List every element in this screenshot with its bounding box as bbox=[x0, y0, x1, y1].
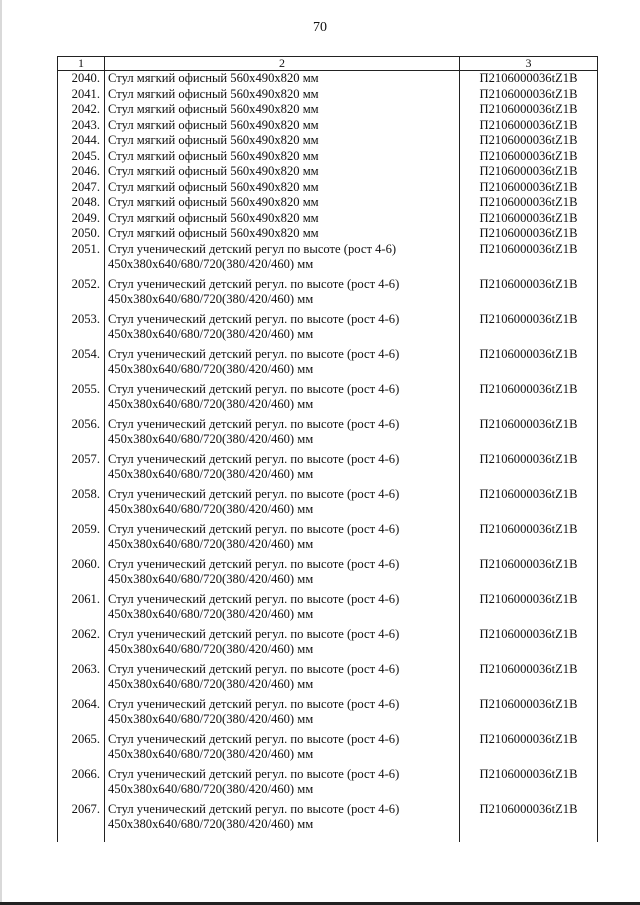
row-code: П2106000036tZ1B bbox=[460, 767, 598, 802]
row-number: 2061. bbox=[58, 592, 105, 627]
table-row bbox=[58, 382, 598, 417]
table-row bbox=[58, 195, 598, 211]
row-number: 2051. bbox=[58, 242, 105, 277]
table-row bbox=[58, 87, 598, 103]
table-row bbox=[58, 211, 598, 227]
row-number: 2063. bbox=[58, 662, 105, 697]
row-number: 2067. bbox=[58, 802, 105, 842]
table-row bbox=[58, 242, 598, 277]
row-number: 2065. bbox=[58, 732, 105, 767]
row-number: 2042. bbox=[58, 102, 105, 118]
page-number: 70 bbox=[313, 20, 327, 35]
row-description: Стул мягкий офисный 560x490x820 мм bbox=[105, 71, 460, 87]
row-code: П2106000036tZ1B bbox=[460, 133, 598, 149]
row-number: 2052. bbox=[58, 277, 105, 312]
row-number: 2057. bbox=[58, 452, 105, 487]
row-description: Стул мягкий офисный 560x490x820 мм bbox=[105, 149, 460, 165]
table-row bbox=[58, 697, 598, 732]
table-row bbox=[58, 102, 598, 118]
row-code: П2106000036tZ1B bbox=[460, 557, 598, 592]
row-description: Стул ученический детский регул. по высоте (рост 4-6) 450x380x640/680/720(380/420/460) мм bbox=[105, 627, 460, 662]
table-row bbox=[58, 802, 598, 842]
row-number: 2046. bbox=[58, 164, 105, 180]
row-description: Стул ученический детский регул. по высоте (рост 4-6) 450x380x640/680/720(380/420/460) мм bbox=[105, 347, 460, 382]
table-row bbox=[58, 592, 598, 627]
row-code: П2106000036tZ1B bbox=[460, 118, 598, 134]
row-description: Стул ученический детский регул. по высоте (рост 4-6) 450x380x640/680/720(380/420/460) мм bbox=[105, 417, 460, 452]
table-row bbox=[58, 71, 598, 87]
row-number: 2053. bbox=[58, 312, 105, 347]
inventory-table bbox=[57, 56, 598, 842]
row-code: П2106000036tZ1B bbox=[460, 164, 598, 180]
table-row bbox=[58, 557, 598, 592]
row-code: П2106000036tZ1B bbox=[460, 226, 598, 242]
row-description: Стул ученический детский регул. по высоте (рост 4-6) 450x380x640/680/720(380/420/460) мм bbox=[105, 592, 460, 627]
row-number: 2066. bbox=[58, 767, 105, 802]
table-row bbox=[58, 149, 598, 165]
row-code: П2106000036tZ1B bbox=[460, 180, 598, 196]
row-code: П2106000036tZ1B bbox=[460, 522, 598, 557]
row-number: 2040. bbox=[58, 71, 105, 87]
row-code: П2106000036tZ1B bbox=[460, 487, 598, 522]
row-number: 2060. bbox=[58, 557, 105, 592]
row-description: Стул ученический детский регул. по высоте (рост 4-6) 450x380x640/680/720(380/420/460) мм bbox=[105, 382, 460, 417]
row-number: 2058. bbox=[58, 487, 105, 522]
row-description: Стул ученический детский регул. по высоте (рост 4-6) 450x380x640/680/720(380/420/460) мм bbox=[105, 487, 460, 522]
row-code: П2106000036tZ1B bbox=[460, 195, 598, 211]
row-description: Стул ученический детский регул. по высоте (рост 4-6) 450x380x640/680/720(380/420/460) мм bbox=[105, 277, 460, 312]
row-number: 2056. bbox=[58, 417, 105, 452]
row-number: 2064. bbox=[58, 697, 105, 732]
row-description: Стул мягкий офисный 560x490x820 мм bbox=[105, 87, 460, 103]
row-description: Стул ученический детский регул. по высоте (рост 4-6) 450x380x640/680/720(380/420/460) мм bbox=[105, 522, 460, 557]
row-number: 2045. bbox=[58, 149, 105, 165]
row-description: Стул мягкий офисный 560x490x820 мм bbox=[105, 133, 460, 149]
row-description: Стул мягкий офисный 560x490x820 мм bbox=[105, 211, 460, 227]
table-row bbox=[58, 732, 598, 767]
table-row bbox=[58, 662, 598, 697]
row-code: П2106000036tZ1B bbox=[460, 71, 598, 87]
table-row bbox=[58, 487, 598, 522]
row-description: Стул мягкий офисный 560x490x820 мм bbox=[105, 195, 460, 211]
row-code: П2106000036tZ1B bbox=[460, 802, 598, 842]
row-code: П2106000036tZ1B bbox=[460, 242, 598, 277]
row-number: 2054. bbox=[58, 347, 105, 382]
row-description: Стул мягкий офисный 560x490x820 мм bbox=[105, 164, 460, 180]
row-number: 2049. bbox=[58, 211, 105, 227]
row-description: Стул ученический детский регул. по высоте (рост 4-6) 450x380x640/680/720(380/420/460) мм bbox=[105, 662, 460, 697]
row-description: Стул ученический детский регул. по высоте (рост 4-6) 450x380x640/680/720(380/420/460) мм bbox=[105, 697, 460, 732]
row-code: П2106000036tZ1B bbox=[460, 211, 598, 227]
row-number: 2041. bbox=[58, 87, 105, 103]
row-description: Стул ученический детский регул. по высоте (рост 4-6) 450x380x640/680/720(380/420/460) мм bbox=[105, 802, 460, 842]
row-number: 2050. bbox=[58, 226, 105, 242]
row-number: 2055. bbox=[58, 382, 105, 417]
table-row bbox=[58, 312, 598, 347]
row-description: Стул ученический детский регул по высоте (рост 4-6) 450x380x640/680/720(380/420/460) мм bbox=[105, 242, 460, 277]
row-code: П2106000036tZ1B bbox=[460, 452, 598, 487]
row-description: Стул мягкий офисный 560x490x820 мм bbox=[105, 102, 460, 118]
row-description: Стул ученический детский регул. по высоте (рост 4-6) 450x380x640/680/720(380/420/460) мм bbox=[105, 452, 460, 487]
table-row bbox=[58, 522, 598, 557]
row-code: П2106000036tZ1B bbox=[460, 417, 598, 452]
row-description: Стул мягкий офисный 560x490x820 мм bbox=[105, 118, 460, 134]
table-row bbox=[58, 767, 598, 802]
row-code: П2106000036tZ1B bbox=[460, 312, 598, 347]
table-row bbox=[58, 180, 598, 196]
header-col-1: 1 bbox=[58, 57, 105, 71]
row-number: 2043. bbox=[58, 118, 105, 134]
table-row bbox=[58, 452, 598, 487]
row-description: Стул мягкий офисный 560x490x820 мм bbox=[105, 180, 460, 196]
table-body bbox=[58, 71, 598, 842]
page-edge-shadow bbox=[0, 0, 2, 905]
row-code: П2106000036tZ1B bbox=[460, 102, 598, 118]
header-col-3: 3 bbox=[460, 57, 598, 71]
table-row bbox=[58, 118, 598, 134]
row-code: П2106000036tZ1B bbox=[460, 149, 598, 165]
row-code: П2106000036tZ1B bbox=[460, 697, 598, 732]
row-code: П2106000036tZ1B bbox=[460, 662, 598, 697]
table-row bbox=[58, 133, 598, 149]
row-code: П2106000036tZ1B bbox=[460, 627, 598, 662]
table-row bbox=[58, 277, 598, 312]
table-row bbox=[58, 164, 598, 180]
row-code: П2106000036tZ1B bbox=[460, 277, 598, 312]
table-row bbox=[58, 347, 598, 382]
row-description: Стул ученический детский регул. по высоте (рост 4-6) 450x380x640/680/720(380/420/460) мм bbox=[105, 312, 460, 347]
row-code: П2106000036tZ1B bbox=[460, 347, 598, 382]
row-code: П2106000036tZ1B bbox=[460, 732, 598, 767]
row-code: П2106000036tZ1B bbox=[460, 592, 598, 627]
row-number: 2062. bbox=[58, 627, 105, 662]
row-code: П2106000036tZ1B bbox=[460, 382, 598, 417]
table-row bbox=[58, 226, 598, 242]
row-description: Стул ученический детский регул. по высоте (рост 4-6) 450x380x640/680/720(380/420/460) мм bbox=[105, 767, 460, 802]
table-row bbox=[58, 627, 598, 662]
table-header bbox=[58, 57, 598, 71]
row-code: П2106000036tZ1B bbox=[460, 87, 598, 103]
table-row bbox=[58, 417, 598, 452]
row-number: 2059. bbox=[58, 522, 105, 557]
row-number: 2047. bbox=[58, 180, 105, 196]
row-description: Стул ученический детский регул. по высоте (рост 4-6) 450x380x640/680/720(380/420/460) мм bbox=[105, 732, 460, 767]
row-description: Стул мягкий офисный 560x490x820 мм bbox=[105, 226, 460, 242]
header-col-2: 2 bbox=[105, 57, 460, 71]
row-description: Стул ученический детский регул. по высоте (рост 4-6) 450x380x640/680/720(380/420/460) мм bbox=[105, 557, 460, 592]
row-number: 2044. bbox=[58, 133, 105, 149]
row-number: 2048. bbox=[58, 195, 105, 211]
document-table-container bbox=[57, 56, 597, 842]
header-row bbox=[58, 57, 598, 71]
